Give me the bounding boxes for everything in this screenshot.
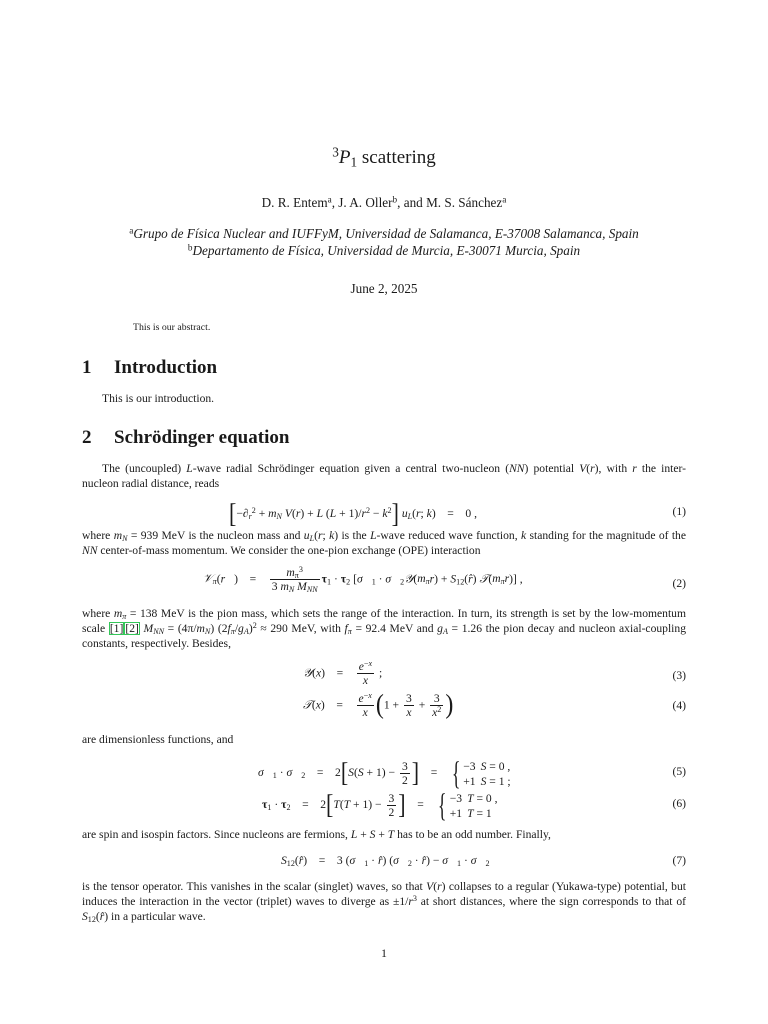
affiliation-b: $^b$Departamento de Física, Universidad de Murcia, E-30071 Murcia, Spain [187,242,581,258]
page-number: 1 [381,946,387,960]
citation-link[interactable]: [1] [109,622,124,635]
introduction-text: This is our introduction. [102,392,215,405]
author-name: D. R. Entem [261,195,328,210]
equation-6: $\tau_1 \cdot \tau_2$ = 2[T(T + 1) − $\frac{3}{2}$ ] = { −3 T = 0 , +1 T = 1 (6) [262,787,686,824]
paragraph: are dimensionless functions, and [82,733,234,746]
section-heading-schrodinger: 2 Schrödinger equation [82,427,290,448]
author-name: J. A. Oller [338,195,393,210]
abstract: This is our abstract. [133,322,211,333]
paper-date: June 2, 2025 [350,281,418,296]
paper-title: $^3P_1$ scattering [332,144,436,170]
equation-1: [$-\partial_r^2 + m_N$ V(r) + L $(L + 1)/r^2 - k^2$] $u_L(r$; k) = 0 , (1) [229,497,686,529]
equation-2: 𝒱$_\pi$(r⃗) = $\frac{m_\pi^3}{3 m_N M_{NN}}$ $\tau_1 \cdot \tau_2$ [$\sigma⃗_1$ · $\sigma⃗_2𝒴(m_\pi r)$ + $S_{12}(r̂)$ $𝒯(m_\pi r)$] , (2) [203,564,686,595]
section-heading-introduction: 1 Introduction [82,357,218,378]
paragraph: are spin and isospin factors. Since nucleons are fermions, L + S + T has to be an odd number. Finally, [82,828,551,841]
affiliation-a: $^a$Grupo de Física Nuclear and IUFFyM, Universidad de Salamanca, E-37008 Salamanca, Spain [129,225,639,241]
paragraph: where $m_N = 939$ MeV is the nucleon mass and $u_L(r$; k) is the L-wave reduced wave function, k standing for the magnitude of the NN center-of-mass momentum. We consider the one-pion exchange (OPE) interaction [82,529,687,557]
citation-link[interactable]: [2] [125,622,139,635]
equation-3: 𝒴(x) = $\frac{e^{-x}}{x}$ ; (3) [303,658,686,688]
equation-4: 𝒯(x) = $\frac{e^{-x}}{x}$ (1 + $\frac{3}{x}$ + $\frac{3}{x^2}$ ) (4) [303,689,686,720]
equation-5: $\sigma⃗_1$ · $\sigma⃗_2$ = 2[S(S + 1) − $\frac{3}{2}$ ] = { −3 S = 0 , +1 S = 1 ; (5) [258,755,686,792]
paragraph: is the tensor operator. This vanishes in the scalar (singlet) waves, so that V(r) collapses to a regular (Yukawa-type) potential, but induces the interaction in the vector (triplet) waves to diverge as $\pm 1/r^3$ at short distances, where the sign corresponds to that of $S_{12}(r̂)$ in a particular wave. [82,880,686,925]
equation-7: $S_{12}(r̂)$ = 3 ($\sigma⃗_1$ · r̂) ($\sigma⃗_2$ · r̂) − $\sigma⃗_1$ · $\sigma⃗_2$ (7) [281,854,686,869]
paragraph: The (uncoupled) L-wave radial Schrödinger equation given a central two-nucleon (NN) potential V(r), with r the inter-nucleon radial distance, reads [82,462,687,490]
paragraph: where $m_\pi = 138$ MeV is the pion mass, which sets the range of the interaction. In turn, its strength is set by the low-momentum scale [1] [2] $M_{NN} = (4\pi/m_N) (2f_\pi/g_A)^2 \approx 290$ MeV, with $f_\pi = 92.4$ MeV and $g_A = 1.26$ the pion decay and nucleon axial-coupling constants, respectively. Besides, [82,607,686,650]
author-name: M. S. Sánchez [426,195,503,210]
author-list: D. R. Entem$^a$, J. A. Oller$^b$, and M. S. Sánchez$^a$ [261,194,507,210]
